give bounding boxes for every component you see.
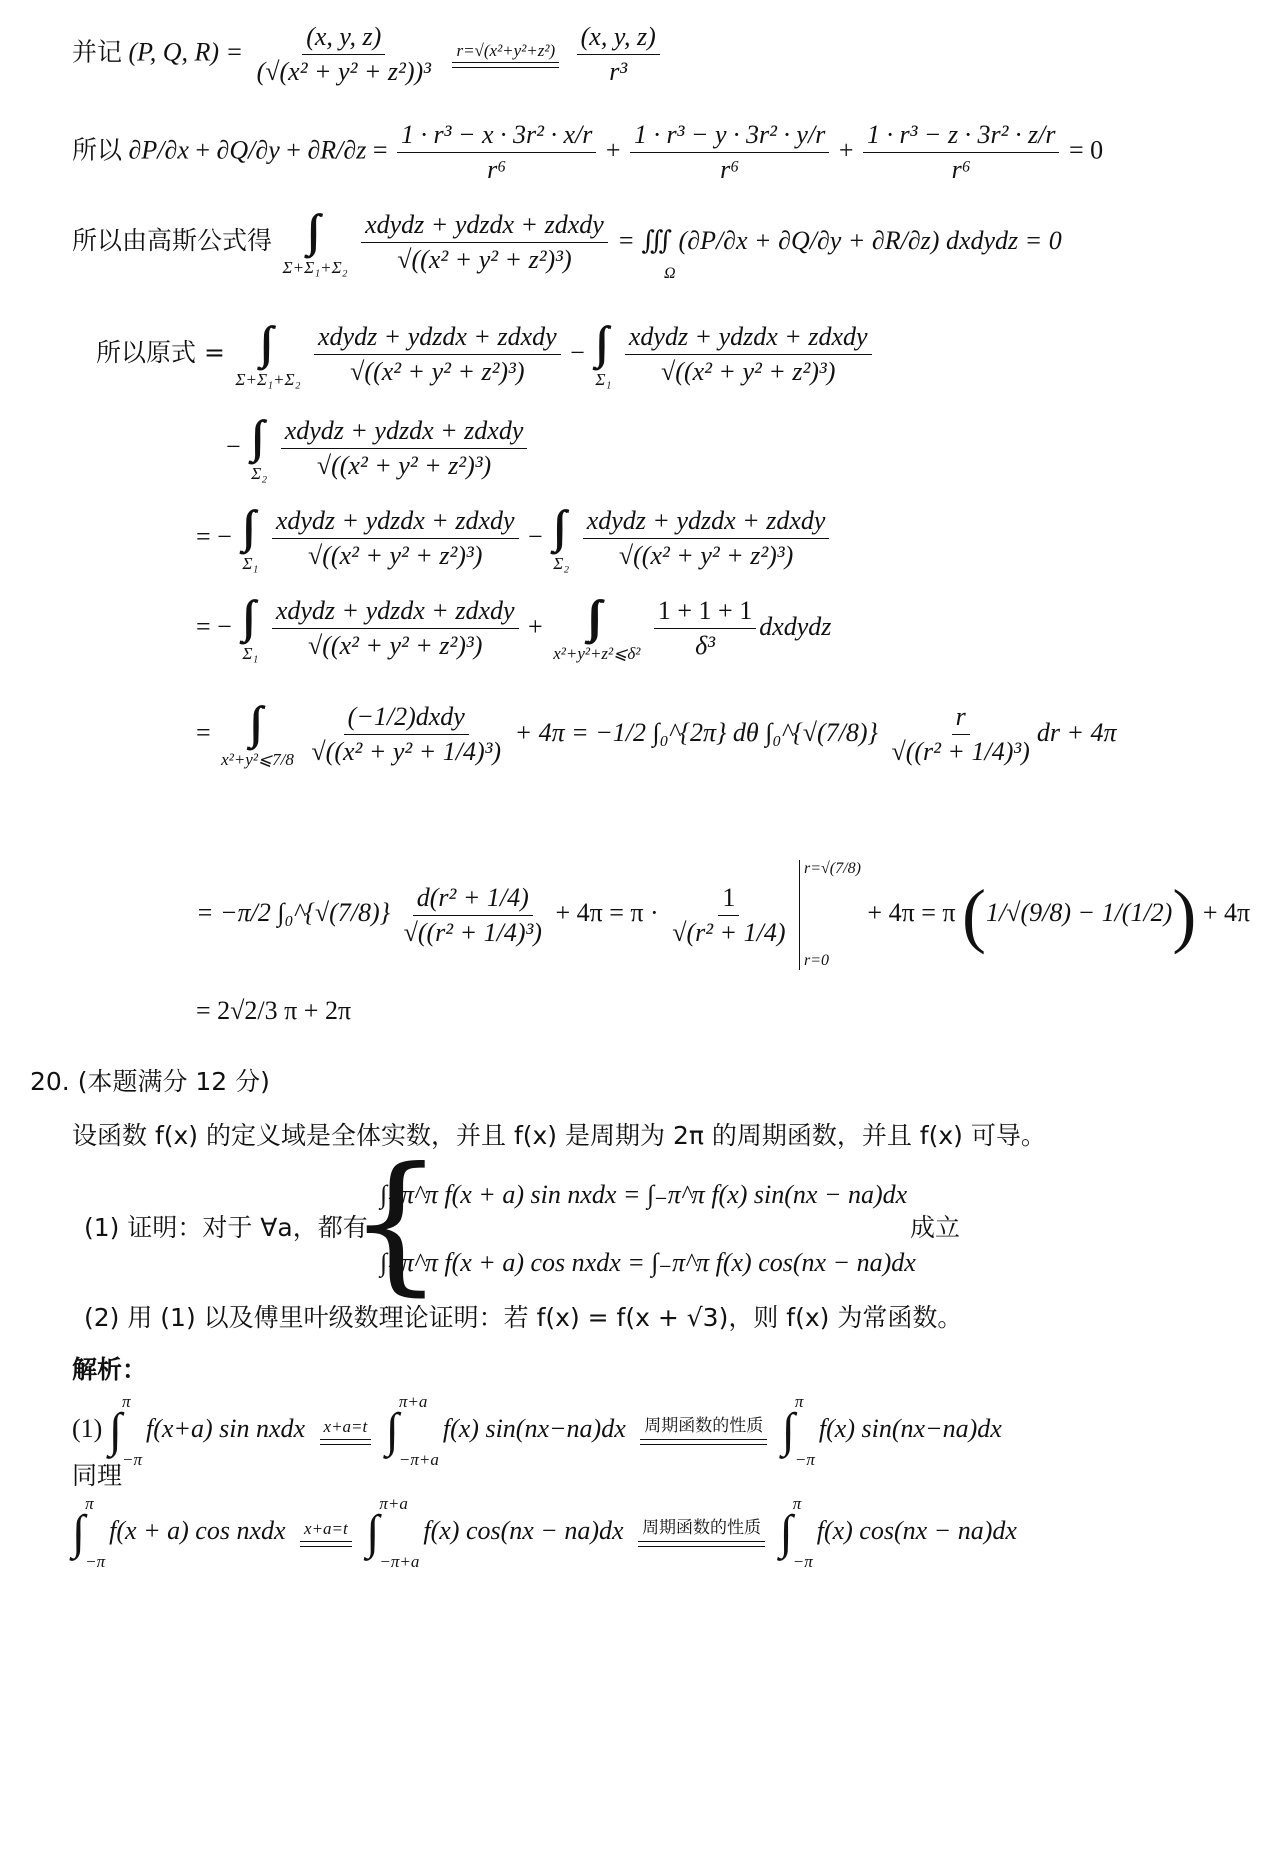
part1-end: 成立 <box>910 1213 961 1242</box>
eq-step-3: = x²+y²⩽7/8 (−1/2)dxdy √((x² + y² + 1/4)³) + 4π = −1/2 ∫₀^{2π} dθ ∫₀^{√(7/8)} $\frac{r}{\text{√((r² + 1/4)³)}}$ dr + 4π <box>196 700 1117 770</box>
eq-lhs: (P, Q, R) = <box>128 37 244 67</box>
eq-gauss <box>72 208 1062 278</box>
integrand: f(x+a) sin nxdx <box>145 1413 306 1443</box>
solution-heading: 解析： <box>72 1355 148 1384</box>
fraction: xdydz + ydzdx + zdxdy √((x² + y² + z²)³) <box>272 506 519 571</box>
part1-eq2: ∫₋π^π f(x + a) cos nxdx = ∫₋π^π f(x) cos(nx − na)dx <box>380 1248 916 1277</box>
double-integral: Σ₁ <box>242 644 259 663</box>
text-prefix: 并记 <box>72 37 123 67</box>
part-label: (1) <box>72 1413 103 1443</box>
fraction: xdydz + ydzdx + zdxdy √((x² + y² + z²)³) <box>583 506 830 571</box>
fraction: $\frac{\text{d(r² + 1/4)}}{\text{√((r² + 1/4)³)}}$ <box>403 882 542 947</box>
eq-mid: + 4π = −1/2 ∫₀^{2π} dθ ∫₀^{√(7/8)} <box>514 717 878 747</box>
part1-eq1: ∫₋π^π f(x + a) sin nxdx = ∫₋π^π f(x) sin(nx − na)dx <box>380 1180 908 1209</box>
eq-tail: dr + 4π <box>1036 717 1117 747</box>
double-integral: Σ₁ <box>242 554 259 573</box>
text-prefix: 所以 <box>72 135 123 165</box>
fraction: $\frac{r}{\text{√((r² + 1/4)³)}}$ <box>891 702 1030 767</box>
fraction: $\frac{1}{\text{√(r² + 1/4)}}$ <box>672 882 786 947</box>
eq-original-2: − Σ₂ xdydz + ydzdx + zdxdy √((x² + y² + z²)³) <box>226 414 530 484</box>
fraction: $\frac{(x, y, z)}{\text{r³}}$ <box>577 22 660 87</box>
solution-line-2: ∫ π −π f(x + a) cos nxdx x+a=t ∫ π+a −π+a f(x) cos(nx − na)dx 周期函数的性质 ∫ π −π f(x) cos(nx − na)dx <box>72 1494 1017 1572</box>
eq-tail: + 4π = π <box>867 897 956 927</box>
integrand: f(x) sin(nx−na)dx <box>442 1413 626 1443</box>
double-integral: x²+y²⩽7/8 <box>221 750 294 769</box>
text-prefix: 所以由高斯公式得 <box>72 225 273 255</box>
fraction: xdydz + ydzdx + zdxdy √((x² + y² + z²)³) <box>314 322 561 387</box>
part2-statement: (2) 用 (1) 以及傅里叶级数理论证明：若 f(x) = f(x + √3)，则 f(x) 为常函数。 <box>84 1303 963 1332</box>
partial-term: ∂P/∂x <box>128 135 189 165</box>
omega-label: Ω <box>664 265 676 282</box>
eq-end: = 0 <box>1068 135 1104 165</box>
text-prefix: 所以原式 = <box>96 337 225 367</box>
eq-bracket-content: 1/√(9/8) − 1/(1/2) <box>985 897 1173 927</box>
double-integral: Σ₂ <box>553 554 570 573</box>
double-integral: Σ₂ <box>251 464 268 483</box>
equal-over-label: r=√(x²+y²+z²) <box>452 41 559 69</box>
part1-label: (1) 证明：对于 ∀a，都有 <box>84 1213 368 1242</box>
fraction: $\frac{\text{1 · r³ − z · 3r² · z/r}}{\text{r⁶}}$ <box>863 120 1059 185</box>
integrand: f(x) sin(nx−na)dx <box>818 1413 1002 1443</box>
fraction: xdydz + ydzdx + zdxdy √((x² + y² + z²)³) <box>281 416 528 481</box>
equal-over-label: x+a=t <box>300 1519 352 1547</box>
fraction: xdydz + ydzdx + zdxdy √((x² + y² + z²)³) <box>361 210 608 275</box>
equal-over-label: 周期函数的性质 <box>638 1519 765 1547</box>
partial-term: ∂Q/∂y <box>216 135 280 165</box>
equal-over-label: 周期函数的性质 <box>640 1417 767 1445</box>
solution-line-1: (1) ∫ π −π f(x+a) sin nxdx x+a=t ∫ π+a −π+a f(x) sin(nx−na)dx 周期函数的性质 ∫ π −π f(x) sin(nx−na)dx <box>72 1392 1002 1470</box>
eq-divergence: 所以 ∂P/∂x + ∂Q/∂y + ∂R/∂z = $\frac{\text{1 · r³ − x · 3r² · x/r}}{\text{r⁶}}$ + $\frac{\text{1 · r³ − y · 3r² · y/r}}{\text{r⁶}}$ + $\frac{\text{1 · r³ − z · 3r² · z/r}}{\text{r⁶}}$ = 0 <box>72 120 1104 184</box>
eq-step-4: = −π/2 ∫₀^{√(7/8)} $\frac{\text{d(r² + 1/4)}}{\text{√((r² + 1/4)³)}}$ + 4π = π · $\frac{1}{\text{√(r² + 1/4)}}$ r=√(7/8) r=0 + 4π = π (1/√(9/8) − 1/(1/2)) + 4π <box>196 860 1251 969</box>
integrand: f(x) cos(nx − na)dx <box>816 1515 1017 1545</box>
fraction: xdydz + ydzdx + zdxdy √((x² + y² + z²)³) <box>272 596 519 661</box>
double-integral: Σ₁ <box>595 370 612 389</box>
differential: dxdydz <box>759 611 832 641</box>
partial-term: ∂R/∂z <box>307 135 367 165</box>
eq-tail: + 4π <box>1202 897 1251 927</box>
double-integral: Σ+Σ₁+Σ₂ <box>282 258 348 277</box>
fraction: $\frac{1 + 1 + 1}{\text{δ³}}$ <box>654 596 756 661</box>
evaluation-bar: r=√(7/8) r=0 <box>799 860 861 970</box>
equal-over-label: x+a=t <box>320 1417 372 1445</box>
problem-number: 20. (本题满分 12 分) <box>30 1067 270 1096</box>
eq-step-2: = − Σ₁ xdydz + ydzdx + zdxdy √((x² + y² + z²)³) + x²+y²+z²⩽δ² $\frac{1 + 1 + 1}{\text{δ³}}$ dxdydz <box>196 594 831 664</box>
eq-head: = −π/2 ∫₀^{√(7/8)} <box>196 897 391 927</box>
eq-original-1: 所以原式 = Σ+Σ₁+Σ₂ xdydz + ydzdx + zdxdy √((x² + y² + z²)³) − Σ₁ xdydz + ydzdx + zdxdy √((x² + y² + z²)³) <box>96 320 875 390</box>
double-integral: Σ+Σ₁+Σ₂ <box>235 370 301 389</box>
eq-step-1: = − Σ₁ xdydz + ydzdx + zdxdy √((x² + y² + z²)³) − Σ₂ xdydz + ydzdx + zdxdy √((x² + y² + z²)³) <box>196 504 832 574</box>
integrand: f(x + a) cos nxdx <box>109 1515 286 1545</box>
fraction: (−1/2)dxdy √((x² + y² + 1/4)³) <box>311 702 502 767</box>
integrand: f(x) cos(nx − na)dx <box>423 1515 624 1545</box>
fraction: $\frac{\text{1 · r³ − y · 3r² · y/r}}{\text{r⁶}}$ <box>630 120 829 185</box>
left-brace: { <box>348 1136 444 1310</box>
triple-integral: x²+y²+z²⩽δ² <box>553 644 641 663</box>
eq-rhs: = ∭ (∂P/∂x + ∂Q/∂y + ∂R/∂z) dxdydz = 0 <box>617 225 1062 255</box>
problem-statement: 设函数 f(x) 的定义域是全体实数，并且 f(x) 是周期为 2π 的周期函数，并且 f(x) 可导。 <box>72 1121 1046 1150</box>
same-text: 同理 <box>72 1461 123 1490</box>
fraction: $\frac{(x, y, z)}{\text{(√(x² + y² + z²))³}}$ <box>256 22 431 86</box>
fraction: xdydz + ydzdx + zdxdy √((x² + y² + z²)³) <box>625 322 872 387</box>
eq-result: = 2√2/3 π + 2π <box>196 996 352 1025</box>
fraction: $\frac{\text{1 · r³ − x · 3r² · x/r}}{\text{r⁶}}$ <box>397 120 596 185</box>
eq-mid: + 4π = π · <box>555 897 659 927</box>
eq-define-pqr <box>72 22 663 87</box>
